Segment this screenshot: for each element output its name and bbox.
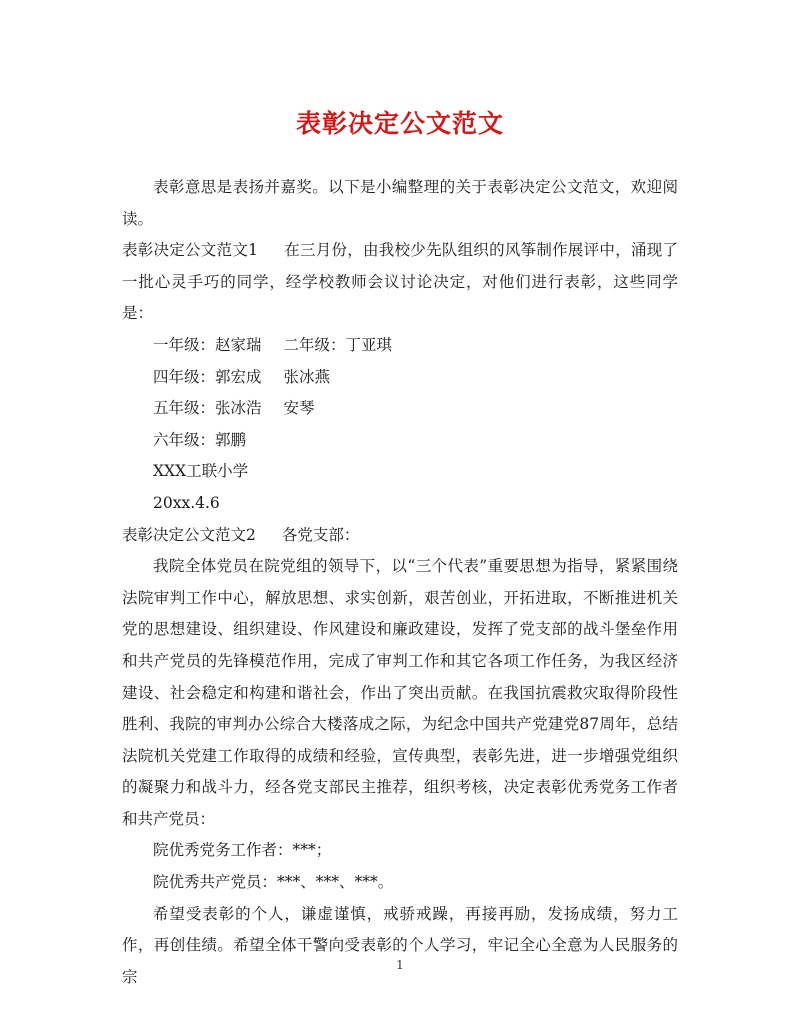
sample2-label: 表彰决定公文范文2 [122, 525, 256, 544]
award-line-1: 院优秀党务工作者：***； [153, 841, 332, 860]
grade-line [122, 425, 678, 457]
school-name: XXX工联小学 [153, 462, 249, 481]
grade-second-name: 二年级：丁亚琪 [283, 335, 393, 354]
grade-second-name: 安琴 [283, 399, 315, 418]
grade-name: 四年级：郭宏成 [153, 367, 262, 386]
closing-paragraph: 希望受表彰的个人，谦虚谨慎，戒骄戒躁，再接再励，发扬成绩，努力工作，再创佳绩。希望全体干警向受表彰的个人学习，牢记全心全意为人民服务的宗 [122, 904, 678, 986]
sample2-heading [122, 520, 678, 552]
document-title: 表彰决定公文范文 [295, 109, 504, 138]
sample2-recipient: 各党支部： [281, 525, 360, 544]
page-number: 1 [396, 958, 404, 972]
grade-line [122, 330, 678, 362]
intro-paragraph: 表彰意思是表扬并嘉奖。以下是小编整理的关于表彰决定公文范文，欢迎阅读。 [122, 178, 678, 228]
grade-name: 六年级：郭鹏 [153, 430, 247, 449]
grade-name: 五年级：张冰浩 [153, 399, 262, 418]
grade-line [122, 362, 678, 394]
document-body [122, 172, 678, 993]
sample1-paragraph [122, 235, 678, 330]
sample1-label: 表彰决定公文范文1 [122, 241, 258, 260]
sample2-body-paragraph: 我院全体党员在院党组的领导下，以“三个代表”重要思想为指导，紧紧围绕法院审判工作中心，解放思想、求实创新，艰苦创业，开拓进取，不断推进机关党的思想建设、组织建设、作风建设和廉政建设，发挥了党支部的战斗堡垒作用和共产党员的先锋模范作用，完成了审判工作和其它各项工作任务，为我区经济建设、社会稳定和构建和谐社会，作出了突出贡献。在我国抗震救灾取得阶段性胜利、我院的审判办公综合大楼落成之际，为纪念中国共产党建党87周年，总结法院机关党建工作取得的成绩和经验，宣传典型，表彰先进，进一步增强党组织的凝聚力和战斗力，经各党支部民主推荐，组织考核，决定表彰优秀党务工作者和共产党员： [122, 557, 678, 828]
award-line-2: 院优秀共产党员：***、***、***。 [153, 873, 394, 892]
grade-line [122, 393, 678, 425]
grade-second-name: 张冰燕 [283, 367, 331, 386]
sample1-text: 在三月份，由我校少先队组织的风筝制作展评中，涌现了一批心灵手巧的同学，经学校教师会议讨论决定，对他们进行表彰，这些同学是： [122, 241, 678, 323]
grade-name: 一年级：赵家瑞 [153, 335, 262, 354]
date-line: 20xx.4.6 [153, 493, 220, 512]
